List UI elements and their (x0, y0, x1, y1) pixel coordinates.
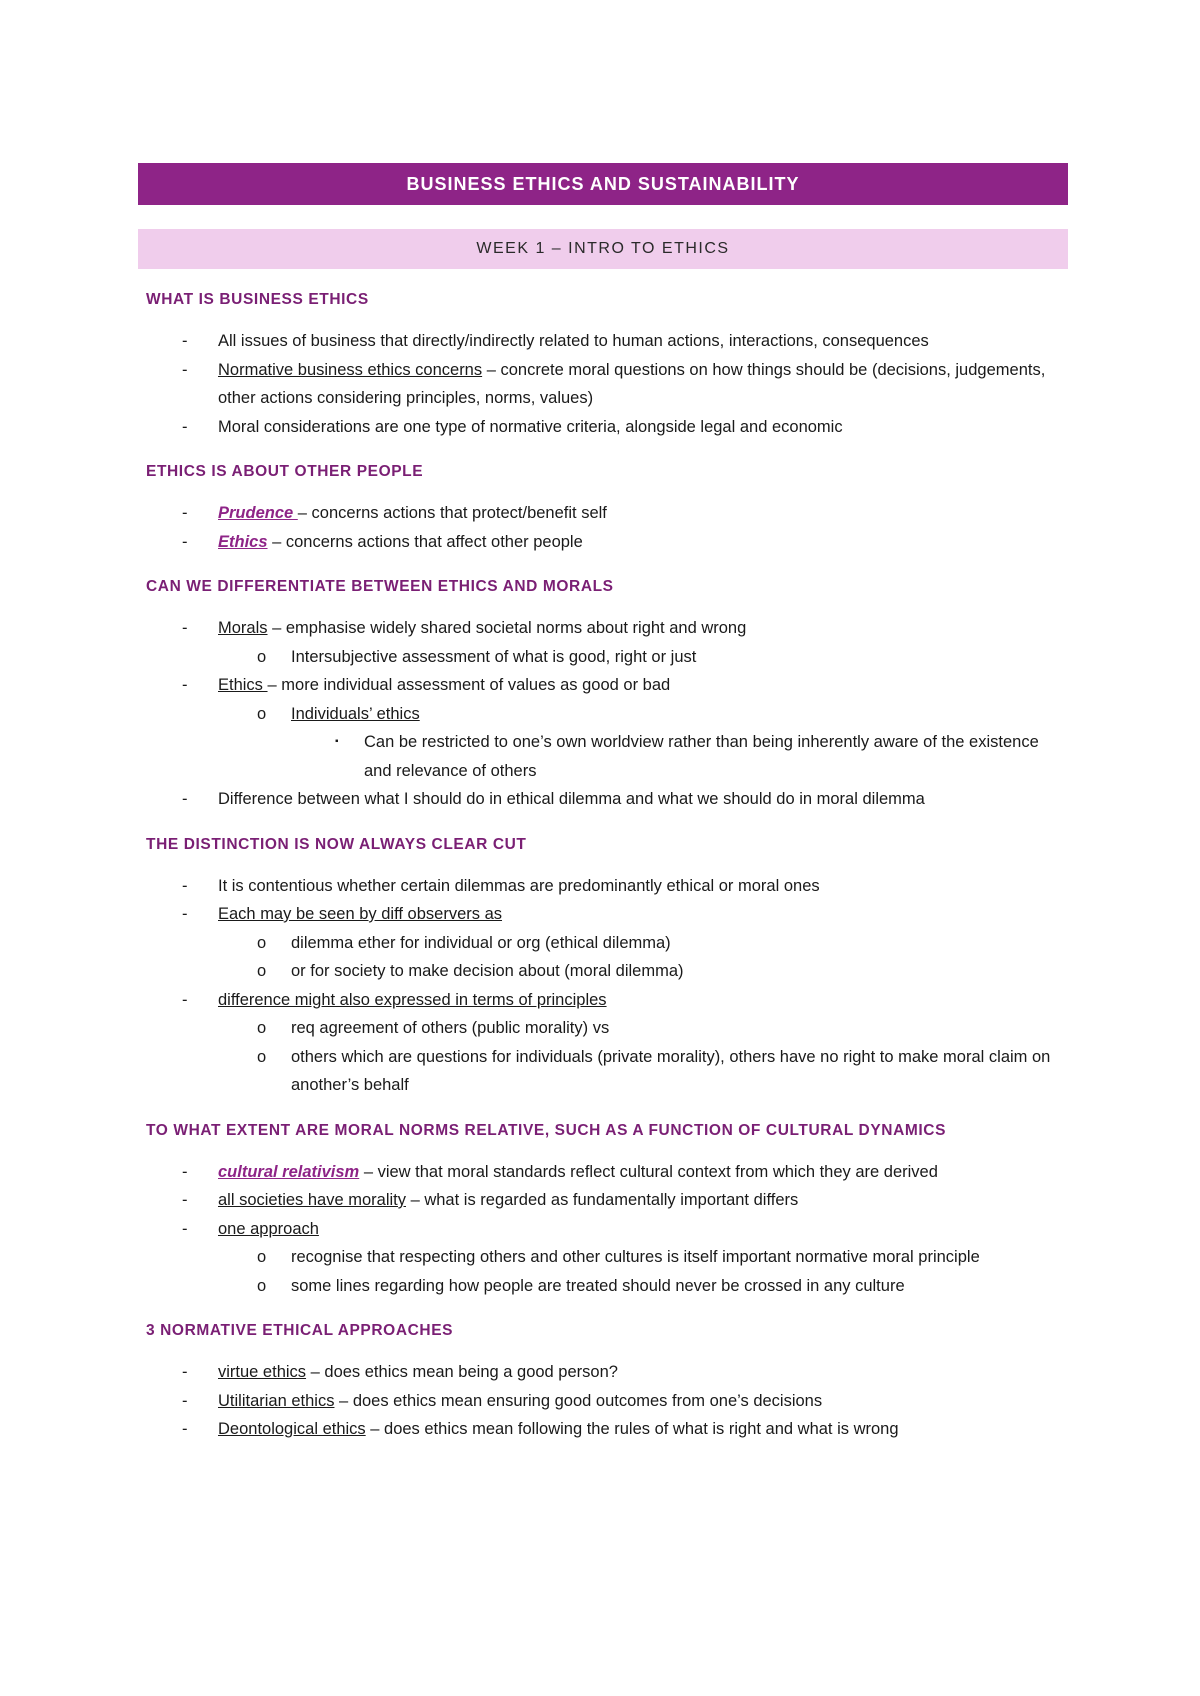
section-cultural-relativism (138, 1122, 1068, 1301)
key-term: cultural relativism (218, 1162, 360, 1181)
list-item: - Prudence – concerns actions that protect/benefit self (138, 499, 1068, 528)
sub-sub-list-item: ▪ Can be restricted to one’s own worldview rather than being inherently aware of the existence and relevance of others (291, 728, 1068, 785)
dash-bullet: - (182, 504, 188, 522)
term: virtue ethics (218, 1363, 307, 1381)
key-term: Ethics (218, 532, 268, 551)
term: Normative business ethics concerns (218, 360, 483, 379)
circle-bullet: o (257, 1276, 267, 1295)
circle-bullet: o (257, 933, 267, 952)
section-heading: CAN WE DIFFERENTIATE BETWEEN ETHICS AND MORALS (146, 578, 614, 595)
sub-list-item: o Individuals’ ethics ▪ Can be restricted to one’s own worldview rather than being inherently aware of the existence and relevance of others (218, 700, 1068, 786)
term: Ethics (218, 676, 268, 694)
list-item: - all societies have morality – what is regarded as fundamentally important differs (138, 1186, 1068, 1215)
bullet-list (138, 872, 1068, 1100)
document-body (138, 163, 1068, 1444)
dash-bullet: - (182, 417, 188, 436)
section-heading: ETHICS IS ABOUT OTHER PEOPLE (146, 463, 424, 480)
section-normative-approaches (138, 1322, 1068, 1444)
dash-bullet: - (182, 619, 188, 637)
section-distinction (138, 836, 1068, 1100)
bullet-list (138, 499, 1068, 556)
list-item: - difference might also expressed in terms of principles o req agreement of others (public morality) vs o others which are questions for individuals (private morality), others have no right to make moral claim on another’s behalf (138, 986, 1068, 1100)
sub-list-item: o recognise that respecting others and other cultures is itself important normative moral principle (218, 1243, 1068, 1272)
section-what-is-business-ethics (138, 291, 1068, 441)
dash-bullet: - (182, 990, 188, 1009)
dash-bullet: - (182, 332, 188, 350)
dash-bullet: - (182, 1219, 188, 1238)
sub-list (218, 643, 1068, 672)
term: all societies have morality (218, 1191, 406, 1209)
sub-list (218, 1243, 1068, 1300)
sub-list-item: o req agreement of others (public morality) vs (218, 1014, 1068, 1043)
dash-bullet: - (182, 1162, 188, 1181)
section-ethics-about-others (138, 463, 1068, 556)
section-heading: WHAT IS BUSINESS ETHICS (146, 291, 369, 308)
sub-list (218, 929, 1068, 986)
sub-list-item: o some lines regarding how people are treated should never be crossed in any culture (218, 1272, 1068, 1301)
circle-bullet: o (257, 1047, 267, 1066)
section-heading: 3 NORMATIVE ETHICAL APPROACHES (146, 1322, 454, 1339)
square-bullet: ▪ (335, 736, 339, 747)
dash-bullet: - (182, 360, 188, 379)
sub-sub-list (291, 728, 1068, 785)
document-title: BUSINESS ETHICS AND SUSTAINABILITY (138, 163, 1068, 205)
list-item: - virtue ethics – does ethics mean being a good person? (138, 1358, 1068, 1387)
sub-list-item: o Intersubjective assessment of what is good, right or just (218, 643, 1068, 672)
list-item: - All issues of business that directly/indirectly related to human actions, interactions, consequences (138, 327, 1068, 356)
bullet-list (138, 1358, 1068, 1444)
list-item: - It is contentious whether certain dilemmas are predominantly ethical or moral ones (138, 872, 1068, 901)
sub-list (218, 1014, 1068, 1100)
dash-bullet: - (182, 790, 188, 808)
section-heading: TO WHAT EXTENT ARE MORAL NORMS RELATIVE, SUCH AS A FUNCTION OF CULTURAL DYNAMICS (146, 1121, 947, 1139)
term: Deontological ethics (218, 1420, 366, 1438)
term: Morals (218, 619, 268, 637)
circle-bullet: o (257, 962, 267, 980)
sub-list-item: o or for society to make decision about (moral dilemma) (218, 957, 1068, 986)
circle-bullet: o (257, 1248, 267, 1266)
list-item: - one approach o recognise that respecting others and other cultures is itself important normative moral principle o some lines regarding how people are treated should never be crossed in any culture (138, 1215, 1068, 1301)
circle-bullet: o (257, 1019, 267, 1037)
dash-bullet: - (182, 1191, 188, 1209)
list-item: - Deontological ethics – does ethics mean following the rules of what is right and what is wrong (138, 1415, 1068, 1444)
dash-bullet: - (182, 1363, 188, 1381)
list-item: - Ethics – concerns actions that affect other people (138, 528, 1068, 557)
dash-bullet: - (182, 1420, 188, 1438)
list-item: - cultural relativism – view that moral standards reflect cultural context from which they are derived (138, 1158, 1068, 1187)
dash-bullet: - (182, 905, 188, 923)
list-item: - Normative business ethics concerns – concrete moral questions on how things should be (decisions, judgements, other actions considering principles, norms, values) (138, 356, 1068, 413)
week-heading: WEEK 1 – INTRO TO ETHICS (138, 229, 1068, 269)
circle-bullet: o (257, 647, 267, 666)
list-item: - Morals – emphasise widely shared societal norms about right and wrong o Intersubjective assessment of what is good, right or just (138, 614, 1068, 671)
sub-list-item: o others which are questions for individuals (private morality), others have no right to make moral claim on another’s behalf (218, 1043, 1068, 1100)
sub-list-item: o dilemma ether for individual or org (ethical dilemma) (218, 929, 1068, 958)
list-item: - Difference between what I should do in ethical dilemma and what we should do in moral dilemma (138, 785, 1068, 814)
term: Utilitarian ethics (218, 1391, 335, 1410)
list-item: - Utilitarian ethics – does ethics mean ensuring good outcomes from one’s decisions (138, 1387, 1068, 1416)
dash-bullet: - (182, 876, 188, 895)
list-item: - Moral considerations are one type of normative criteria, alongside legal and economic (138, 413, 1068, 442)
section-ethics-vs-morals (138, 578, 1068, 814)
list-item: - Each may be seen by diff observers as o dilemma ether for individual or org (ethical dilemma) o or for society to make decision about (moral dilemma) (138, 900, 1068, 986)
section-heading: THE DISTINCTION IS NOW ALWAYS CLEAR CUT (146, 835, 527, 853)
bullet-list (138, 1158, 1068, 1301)
dash-bullet: - (182, 1391, 188, 1410)
bullet-list (138, 327, 1068, 441)
dash-bullet: - (182, 676, 188, 694)
bullet-list (138, 614, 1068, 814)
dash-bullet: - (182, 532, 188, 551)
list-item: - Ethics – more individual assessment of values as good or bad o Individuals’ ethics ▪ Can be restricted to one’s own worldview rather than being inherently aware of the existence and relevance of others (138, 671, 1068, 785)
circle-bullet: o (257, 704, 267, 723)
sub-list (218, 700, 1068, 786)
key-term: Prudence (218, 504, 298, 522)
